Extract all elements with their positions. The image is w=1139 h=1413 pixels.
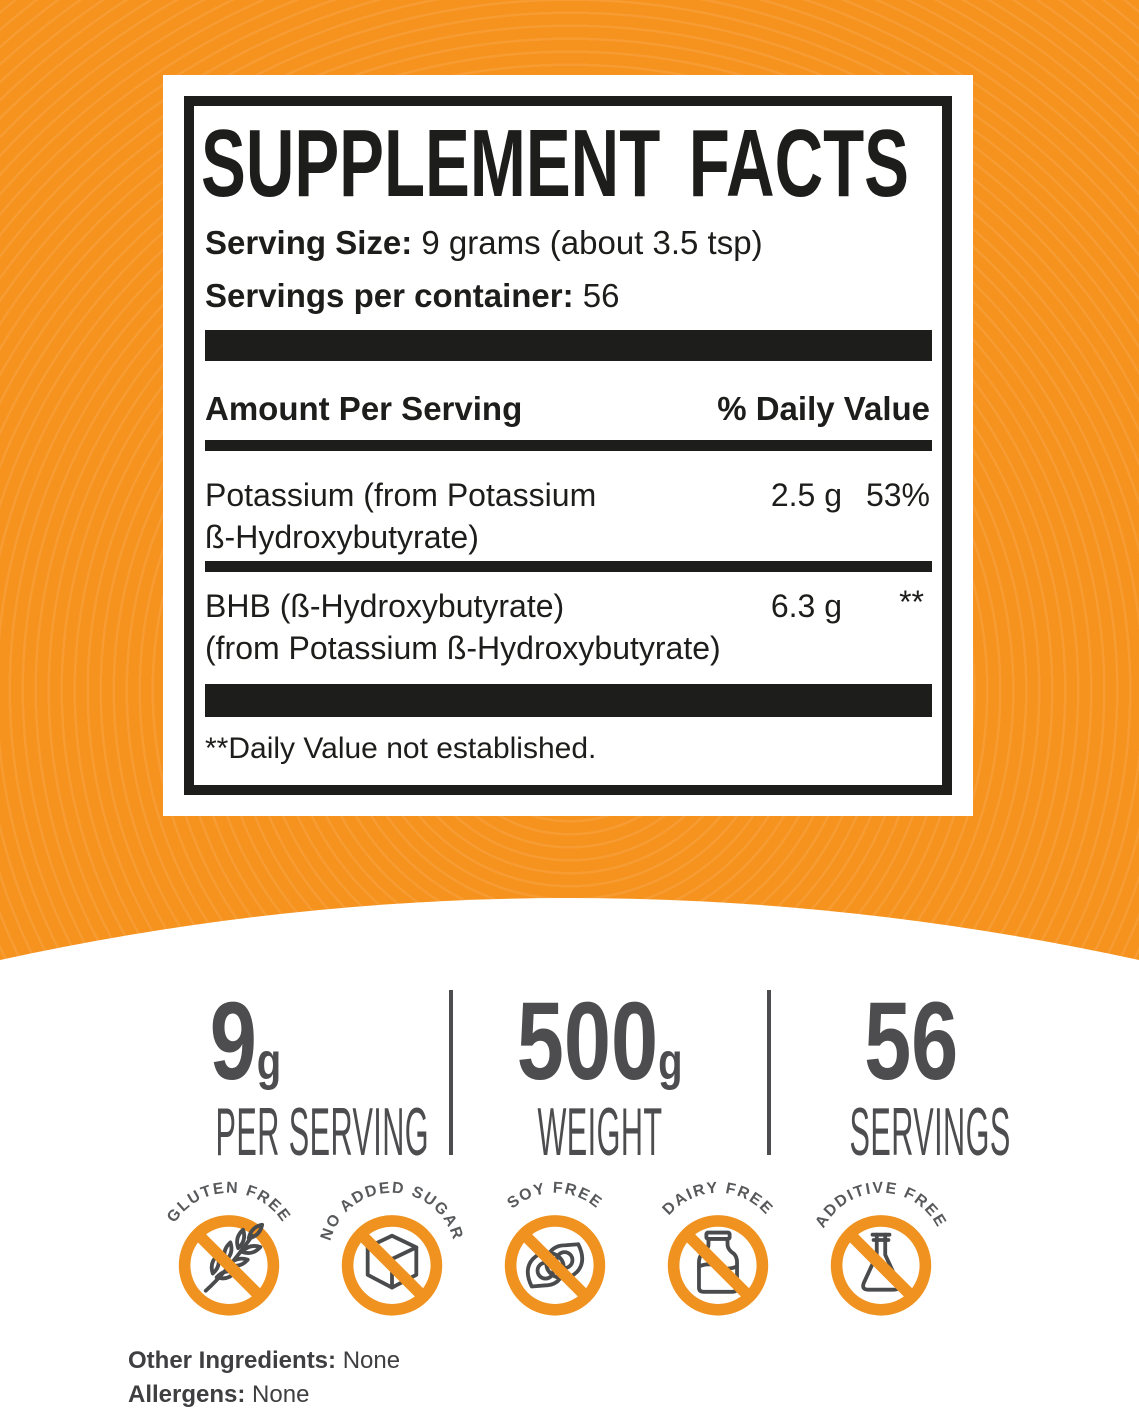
nutrient-amount: 2.5 g — [770, 477, 842, 513]
other-ingredients-line — [128, 1344, 400, 1378]
per-serving-stat — [85, 980, 430, 1170]
weight-amount: 500 — [517, 980, 659, 1103]
other-ingredients-label: Other Ingredients: — [128, 1347, 337, 1374]
soy-free-badge — [481, 1170, 629, 1329]
servings-amount: 56 — [863, 980, 959, 1103]
no-added-sugar-badge — [318, 1170, 466, 1329]
weight-unit: g — [658, 1033, 683, 1091]
svg-text:NO ADDED SUGAR: NO ADDED SUGAR — [318, 1179, 466, 1243]
per-serving-unit: g — [256, 1033, 281, 1091]
svg-text:ADDITIVE FREE: ADDITIVE FREE — [812, 1179, 950, 1231]
supplement-facts-panel — [163, 75, 973, 816]
allergens-label: Allergens: — [128, 1381, 246, 1408]
additive-free-badge — [807, 1170, 955, 1329]
weight-label: WEIGHT — [537, 1094, 663, 1170]
servings-value: 56 — [582, 277, 620, 314]
ingredients-footer — [128, 1344, 400, 1412]
servings-stat-label: SERVINGS — [849, 1094, 1011, 1170]
serving-size-value: 9 grams (about 3.5 tsp) — [421, 224, 763, 261]
nutrient-daily-value: ** — [899, 584, 924, 620]
prohibition-slash — [687, 1235, 748, 1296]
servings-stat — [751, 980, 1071, 1170]
thick-divider-bar — [205, 330, 932, 361]
nutrient-amount: 6.3 g — [770, 588, 842, 624]
thick-divider-bar — [205, 684, 932, 717]
daily-value-header: % Daily Value — [717, 390, 930, 427]
svg-text:DAIRY FREE: DAIRY FREE — [659, 1179, 777, 1219]
allergens-line — [128, 1378, 400, 1412]
table-row — [205, 585, 932, 669]
nutrient-name: Potassium (from Potassium ß-Hydroxybutyrate) — [205, 477, 597, 555]
table-header — [205, 390, 932, 428]
daily-value-footnote: **Daily Value not established. — [205, 732, 597, 765]
amount-per-serving-header: Amount Per Serving — [205, 390, 523, 427]
row-separator — [205, 561, 932, 572]
weight-stat — [440, 980, 760, 1170]
svg-text:SOY FREE: SOY FREE — [504, 1179, 606, 1213]
allergens-value: None — [252, 1381, 310, 1408]
prohibition-slash — [850, 1235, 911, 1296]
serving-size-line — [205, 223, 763, 263]
dairy-free-badge — [644, 1170, 792, 1329]
free-from-badges — [155, 1170, 955, 1329]
curved-section-divider — [0, 890, 1139, 962]
svg-text:GLUTEN FREE: GLUTEN FREE — [163, 1179, 295, 1226]
nutrient-name: BHB (ß-Hydroxybutyrate) (from Potassium ß-Hydroxybutyrate) — [205, 588, 721, 666]
per-serving-label: PER SERVING — [215, 1094, 430, 1170]
per-serving-amount: 9 — [209, 980, 257, 1103]
servings-label: Servings per container: — [205, 277, 574, 314]
gluten-free-badge — [155, 1170, 303, 1329]
panel-title: SUPPLEMENT FACTS — [201, 110, 909, 217]
stats-row — [0, 980, 1139, 1170]
nutrient-daily-value: 53% — [865, 477, 930, 513]
header-rule — [205, 440, 932, 451]
table-row — [205, 474, 932, 558]
servings-per-container-line — [205, 276, 620, 316]
serving-size-label: Serving Size: — [205, 224, 413, 261]
other-ingredients-value: None — [342, 1347, 401, 1374]
